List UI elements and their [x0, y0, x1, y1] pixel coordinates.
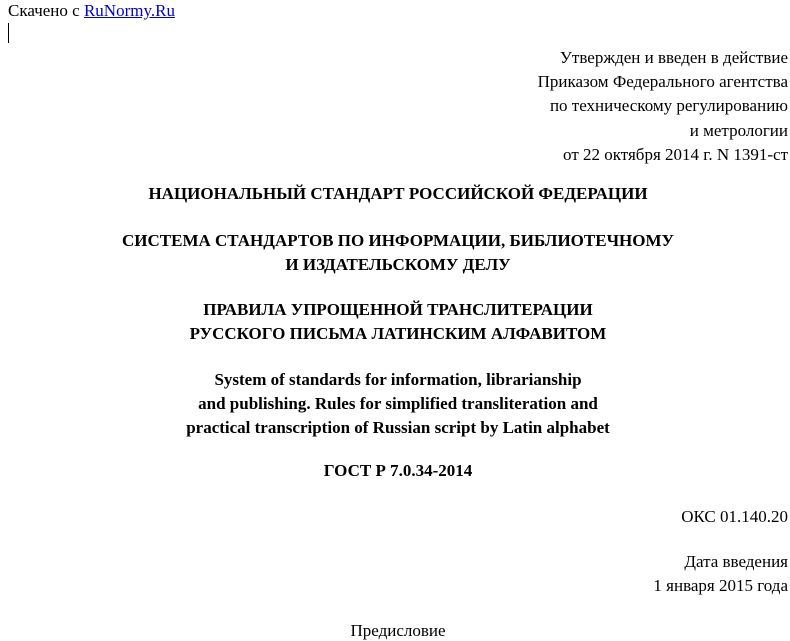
source-line: [8, 0, 175, 22]
system-heading: [0, 229, 790, 277]
introduction-date-label: Дата введения: [684, 552, 788, 571]
rules-heading-line: РУССКОГО ПИСЬМА ЛАТИНСКИМ АЛФАВИТОМ: [189, 324, 607, 343]
source-link[interactable]: RuNormy.Ru: [83, 1, 175, 20]
approval-line: и метрологии: [689, 120, 788, 140]
source-prefix: Скачено с: [8, 1, 84, 20]
approval-block: [538, 46, 788, 167]
system-heading-line: СИСТЕМА СТАНДАРТОВ ПО ИНФОРМАЦИИ, БИБЛИОТЕЧНОМУ: [121, 231, 675, 250]
gost-number: ГОСТ Р 7.0.34-2014: [323, 461, 473, 480]
rules-heading: [0, 298, 790, 346]
system-heading-line: И ИЗДАТЕЛЬСКОМУ ДЕЛУ: [285, 255, 511, 274]
preface-heading: Предисловие: [350, 621, 446, 640]
national-standard-heading: НАЦИОНАЛЬНЫЙ СТАНДАРТ РОССИЙСКОЙ ФЕДЕРАЦИИ: [148, 184, 648, 203]
introduction-date-block: [653, 550, 788, 598]
rules-heading-line: ПРАВИЛА УПРОЩЕННОЙ ТРАНСЛИТЕРАЦИИ: [203, 300, 593, 319]
english-title: [0, 368, 790, 440]
approval-line: по техническому регулированию: [549, 96, 788, 116]
english-title-line: practical transcription of Russian script by Latin alphabet: [186, 418, 610, 437]
approval-line: Приказом Федерального агентства: [537, 72, 788, 92]
approval-line: Утвержден и введен в действие: [559, 48, 788, 67]
introduction-date-value: 1 января 2015 года: [653, 576, 788, 595]
text-cursor: [8, 23, 9, 43]
english-title-line: and publishing. Rules for simplified transliteration and: [198, 394, 598, 413]
approval-line: от 22 октября 2014 г. N 1391-ст: [563, 144, 788, 164]
oks-code: ОКС 01.140.20: [681, 507, 788, 526]
english-title-line: System of standards for information, librarianship: [214, 370, 582, 389]
